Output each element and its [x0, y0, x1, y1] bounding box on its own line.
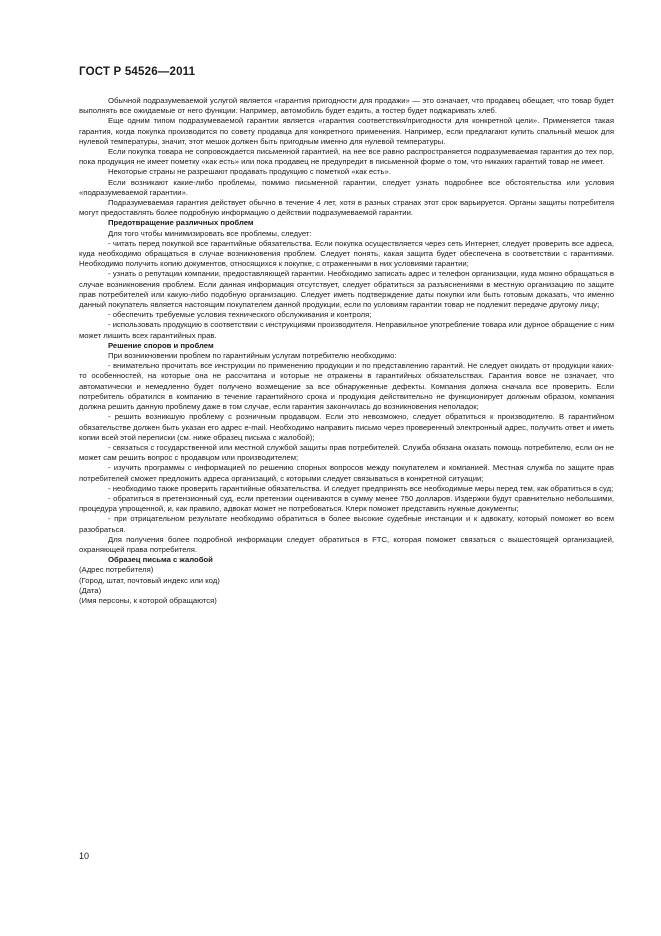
- body-paragraph: - обратиться в претензионный суд, если претензии оцениваются в сумму менее 750 долларов. Издержки будут сравнительно небольшими, процедура упрощенной, и, как правило, адвокат может не потребоваться. Клерк поможет представить нужные документы;: [79, 493, 614, 514]
- document-body: [79, 96, 614, 606]
- letter-template-line: (Имя персоны, к которой обращаются): [79, 595, 217, 605]
- body-paragraph: Для того чтобы минимизировать все проблемы, следует:: [108, 228, 312, 238]
- letter-template-line: (Адрес потребителя): [79, 565, 154, 575]
- body-paragraph: - использовать продукцию в соответствии с инструкциями производителя. Неправильное употребление товара или дурное обращение с ним может лишить всех гарантийных прав.: [79, 320, 614, 340]
- body-paragraph: Если возникают какие-либо проблемы, помимо письменной гарантии, следует узнать подробнее все обстоятельства или условия «подразумеваемой гарантии».: [79, 177, 614, 197]
- body-paragraph: - изучить программы с информацией по решению спорных вопросов между покупателем и компанией. Местная служба по защите прав потребителей сможет предложить адреса организаций, с которыми следует связываться в конкретной ситуации;: [79, 463, 614, 483]
- body-paragraph: При возникновении проблем по гарантийным услугам потребителю необходимо:: [108, 351, 397, 361]
- page-number: 10: [79, 851, 90, 861]
- letter-template-line: (Дата): [79, 585, 102, 595]
- body-paragraph: Еще одним типом подразумеваемой гарантии является «гарантия соответствия/пригодности для конкретной цели». Применяется такая гарантия, когда покупка производится по совету продавца для конкретного применения. Например, если предлагают купить спальный мешок для нулевой температуры, значит, этот мешок должен быть пригодным именно для нулевой температуры.: [79, 116, 614, 146]
- body-paragraph: - необходимо также проверить гарантийные обязательства. И следует предпринять все необходимые меры перед тем, как обратиться в суд;: [108, 483, 614, 493]
- letter-template-line: (Город, штат, почтовый индекс или код): [79, 575, 220, 585]
- body-paragraph: Некоторые страны не разрешают продавать продукцию с пометкой «как есть».: [108, 167, 391, 177]
- document-header: ГОСТ Р 54526—2011: [79, 66, 196, 78]
- body-paragraph: Подразумеваемая гарантия действует обычно в течение 4 лет, хотя в разных странах этот срок варьируется. Органы защиты потребителя могут предоставлять более подробную информацию о действии подразумеваемой гарантии.: [79, 198, 614, 218]
- body-paragraph: - узнать о репутации компании, предоставляющей гарантии. Необходимо записать адрес и телефон организации, куда можно обращаться в случае возникновения проблем. Если данная информация отсутствует, следует обратиться за разъяснениями в местную организацию по защите прав потребителей или какую-либо подобную организацию. Следует иметь подтверждение даты покупки или быть готовым доказать, что именно данный покупатель является настоящим покупателем данной продукции, если по условиям гарантии товар не подлежит передаче другому лицу;: [79, 269, 614, 310]
- body-paragraph: - внимательно прочитать все инструкции по применению продукции и по представлению гарантий. Не следует ожидать от продукции каких-то особенностей, на которые она не рассчитана и которые не отражены в гарантийных обязательствах. Гарантия вовсе не означает, что автоматически и немедленно будет получено возмещение за все обнаруженные дефекты. Компания должна сначала все проверить. Если потребитель обратился в компанию в течение гарантийного срока и продукция действительно не функционирует должным образом, компания должна решить данную проблему даже в том случае, если гарантия закончилась до возникновения неполадок;: [79, 361, 614, 412]
- body-paragraph: - решить возникшую проблему с розничным продавцом. Если это невозможно, следует обратиться к производителю. В гарантийном обязательстве должен быть указан его адрес e-mail. Необходимо направить письмо через проверенный электронный адрес, получить ответ и иметь копии всей этой переписки (см. ниже образец письма с жалобой);: [79, 412, 614, 442]
- body-paragraph: Для получения более подробной информации следует обратиться в FTC, которая поможет связаться с вышестоящей организацией, охраняющей права потребителя.: [79, 534, 614, 554]
- body-paragraph: Обычной подразумеваемой услугой является «гарантия пригодности для продажи» — это означает, что продавец обещает, что товар будет выполнять все ожидаемые от него функции. Например, автомобиль будет ездить, а тостер будет поджаривать хлеб.: [79, 96, 614, 116]
- section-heading: Предотвращение различных проблем: [108, 218, 254, 228]
- body-paragraph: - читать перед покупкой все гарантийные обязательства. Если покупка осуществляется через сеть Интернет, следует проверить все адреса, куда необходимо обращаться в случае возникновения проблем. Следует понять, какая защита будет обеспечена в соответствии с гарантиями. Необходимо получить копию документов, относящихся к покупке, с отраженными в них условиями гарантии;: [79, 238, 614, 269]
- body-paragraph: - при отрицательном результате необходимо обратиться в более высокие судебные инстанции и к адвокату, который поможет во всем разобраться.: [79, 514, 614, 534]
- section-heading: Образец письма с жалобой: [108, 555, 213, 565]
- body-paragraph: - связаться с государственной или местной службой защиты прав потребителей. Служба обязана оказать помощь потребителю, если он не может сам решить вопрос с продавцом или производителем;: [79, 442, 614, 463]
- body-paragraph: Если покупка товара не сопровождается письменной гарантией, на нее все равно распространяется подразумеваемая гарантия до тех пор, пока продукция не имеет пометку «как есть» или пока продавец не предупредит в письменной форме о том, что никаких гарантий товар не имеет.: [79, 147, 614, 167]
- section-heading: Решение споров и проблем: [108, 340, 214, 350]
- body-paragraph: - обеспечить требуемые условия технического обслуживания и контроля;: [108, 310, 372, 320]
